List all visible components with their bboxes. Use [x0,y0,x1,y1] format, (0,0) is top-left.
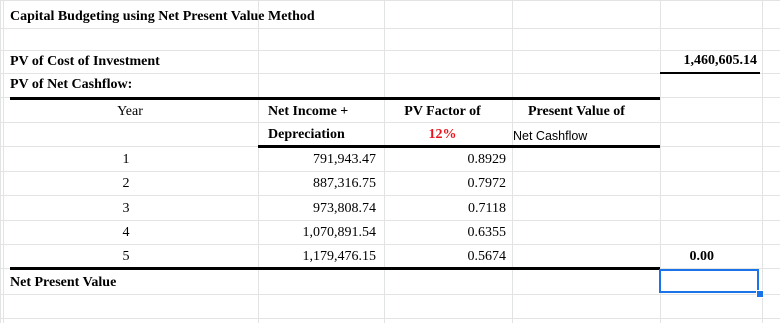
pv-cost-value[interactable]: 1,460,605.14 [683,53,757,68]
year-cell[interactable]: 2 [122,176,130,191]
pv-cost-label: PV of Cost of Investment [10,54,160,69]
fill-handle[interactable] [756,290,764,298]
table-bottom-border [10,267,660,270]
grid-line [0,318,780,319]
year-cell[interactable]: 3 [122,201,130,216]
grid-line [762,0,763,323]
income-cell[interactable]: 887,316.75 [313,176,376,191]
grid-line [0,220,780,221]
header-present-value: Present Value of [528,104,625,119]
grid-line [0,195,780,196]
factor-cell[interactable]: 0.8929 [467,152,506,167]
grid-line [0,244,780,245]
header-bottom-border [258,145,660,148]
year-cell[interactable]: 1 [122,152,130,167]
selected-cell[interactable] [659,269,759,293]
year-cell[interactable]: 4 [122,225,130,240]
header-rate[interactable]: 12% [428,127,457,142]
factor-cell[interactable]: 0.5674 [467,249,506,264]
header-net-income: Net Income + [268,104,349,119]
header-top-border [10,97,660,100]
header-depreciation: Depreciation [268,127,345,142]
grid-line [0,28,780,29]
pv-cashflow-label: PV of Net Cashflow: [10,77,133,92]
total-pv-value[interactable]: 0.00 [689,249,714,264]
grid-line [0,294,780,295]
year-cell[interactable]: 5 [122,249,130,264]
grid-line [3,0,4,323]
income-cell[interactable]: 1,179,476.15 [302,249,376,264]
grid-line [512,0,513,323]
income-cell[interactable]: 791,943.47 [313,152,376,167]
sheet-title: Capital Budgeting using Net Present Value Method [10,9,315,24]
income-cell[interactable]: 1,070,891.54 [302,225,376,240]
header-net-cashflow: Net Cashflow [513,129,588,143]
cost-underline [660,72,760,74]
factor-cell[interactable]: 0.7118 [468,201,506,216]
npv-label: Net Present Value [10,275,117,290]
factor-cell[interactable]: 0.6355 [467,225,506,240]
header-pv-factor: PV Factor of [404,104,481,119]
header-year: Year [117,104,143,119]
grid-line [0,171,780,172]
income-cell[interactable]: 973,808.74 [313,201,376,216]
factor-cell[interactable]: 0.7972 [467,176,506,191]
